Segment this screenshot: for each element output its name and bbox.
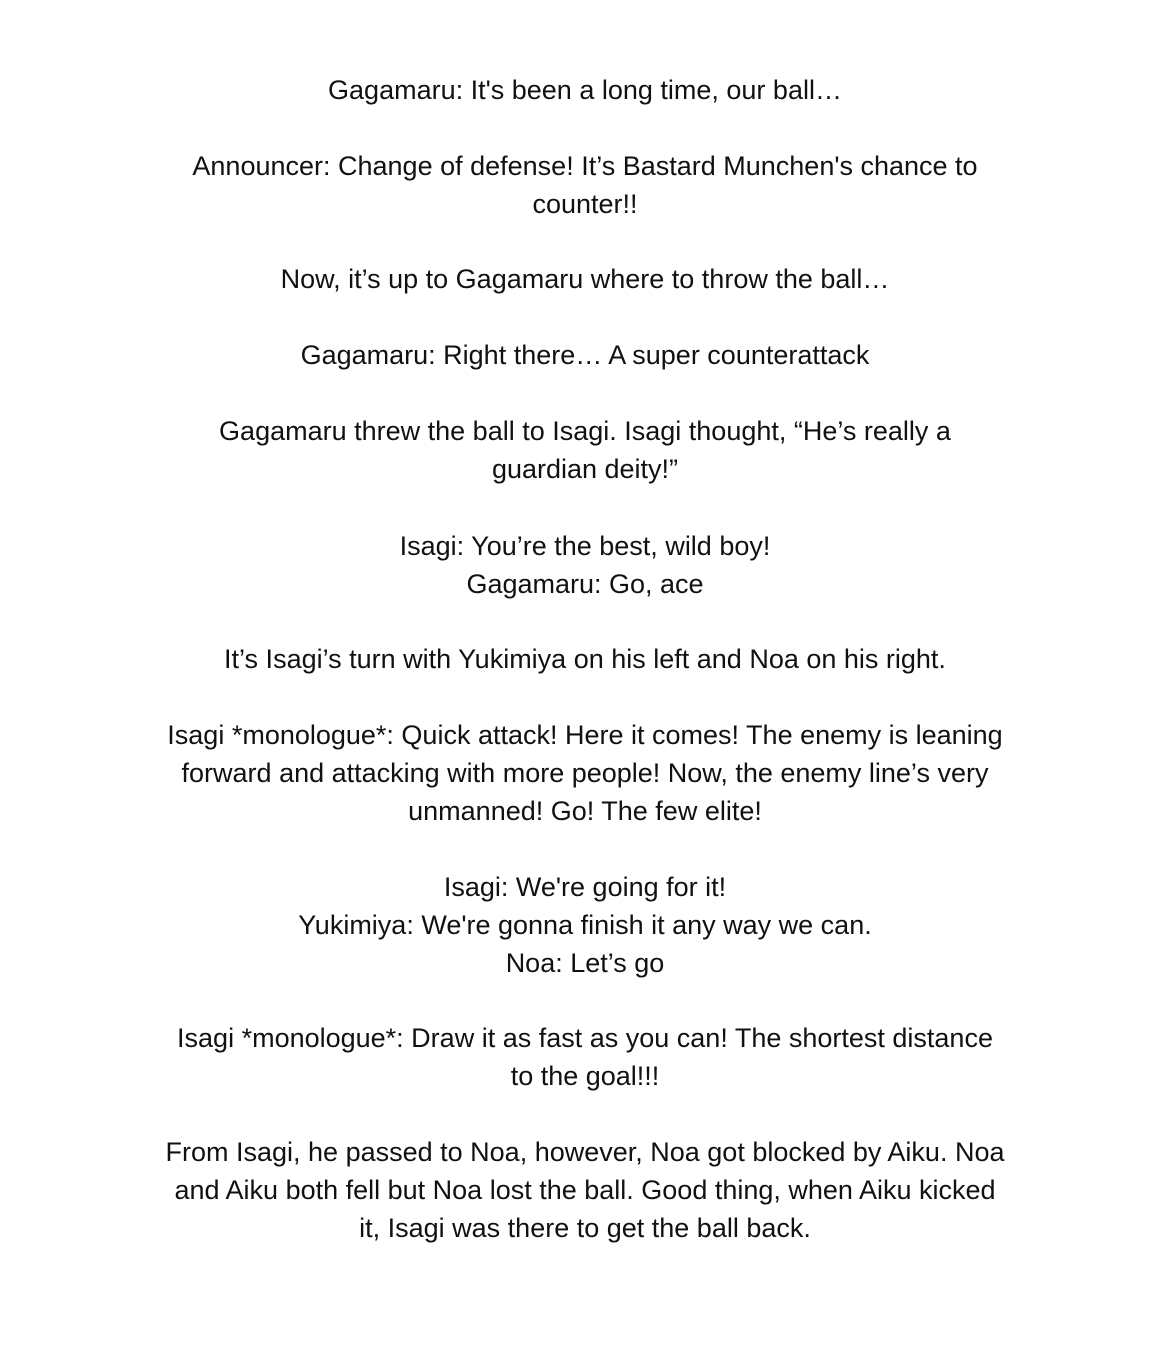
paragraph-narration-throw <box>130 260 1040 298</box>
paragraph-isagi-monologue-2 <box>130 1019 1040 1095</box>
text-line: forward and attacking with more people! Now, the enemy line’s very <box>181 758 989 788</box>
paragraph-isagi-gagamaru-exchange <box>130 527 1040 603</box>
text-line: Gagamaru: Go, ace <box>466 569 704 599</box>
text-line: Noa: Let’s go <box>505 948 665 978</box>
text-line: Announcer: Change of defense! It’s Bastard Munchen's chance to <box>192 151 978 181</box>
text-line: guardian deity!” <box>491 454 679 484</box>
paragraph-narration-pass <box>130 1133 1040 1247</box>
paragraph-gagamaru-counter <box>130 336 1040 374</box>
paragraph-announcer <box>130 147 1040 223</box>
text-line: Gagamaru threw the ball to Isagi. Isagi thought, “He’s really a <box>219 416 951 446</box>
text-line: It’s Isagi’s turn with Yukimiya on his left and Noa on his right. <box>224 644 946 674</box>
text-line: Now, it’s up to Gagamaru where to throw the ball… <box>280 264 890 294</box>
text-line: it, Isagi was there to get the ball back. <box>359 1213 811 1243</box>
paragraph-gagamaru-ball <box>130 71 1040 109</box>
text-line: unmanned! Go! The few elite! <box>408 796 762 826</box>
text-line: Isagi *monologue*: Draw it as fast as you can! The shortest distance <box>177 1023 993 1053</box>
paragraph-narration-deity <box>130 412 1040 488</box>
text-line: Isagi: We're going for it! <box>443 872 727 902</box>
text-line: to the goal!!! <box>510 1061 660 1091</box>
text-line: From Isagi, he passed to Noa, however, Noa got blocked by Aiku. Noa <box>165 1137 1005 1167</box>
paragraph-narration-turn <box>130 640 1040 678</box>
text-line: Gagamaru: It's been a long time, our ball… <box>328 75 842 105</box>
text-line: Isagi: You’re the best, wild boy! <box>399 531 771 561</box>
text-line: Yukimiya: We're gonna finish it any way we can. <box>298 910 872 940</box>
paragraph-team-dialogue <box>130 868 1040 982</box>
text-line: counter!! <box>532 189 638 219</box>
paragraph-isagi-monologue-1 <box>130 716 1040 830</box>
text-line: Isagi *monologue*: Quick attack! Here it comes! The enemy is leaning <box>167 720 1003 750</box>
text-line: Gagamaru: Right there… A super counterattack <box>300 340 870 370</box>
text-line: and Aiku both fell but Noa lost the ball. Good thing, when Aiku kicked <box>174 1175 996 1205</box>
